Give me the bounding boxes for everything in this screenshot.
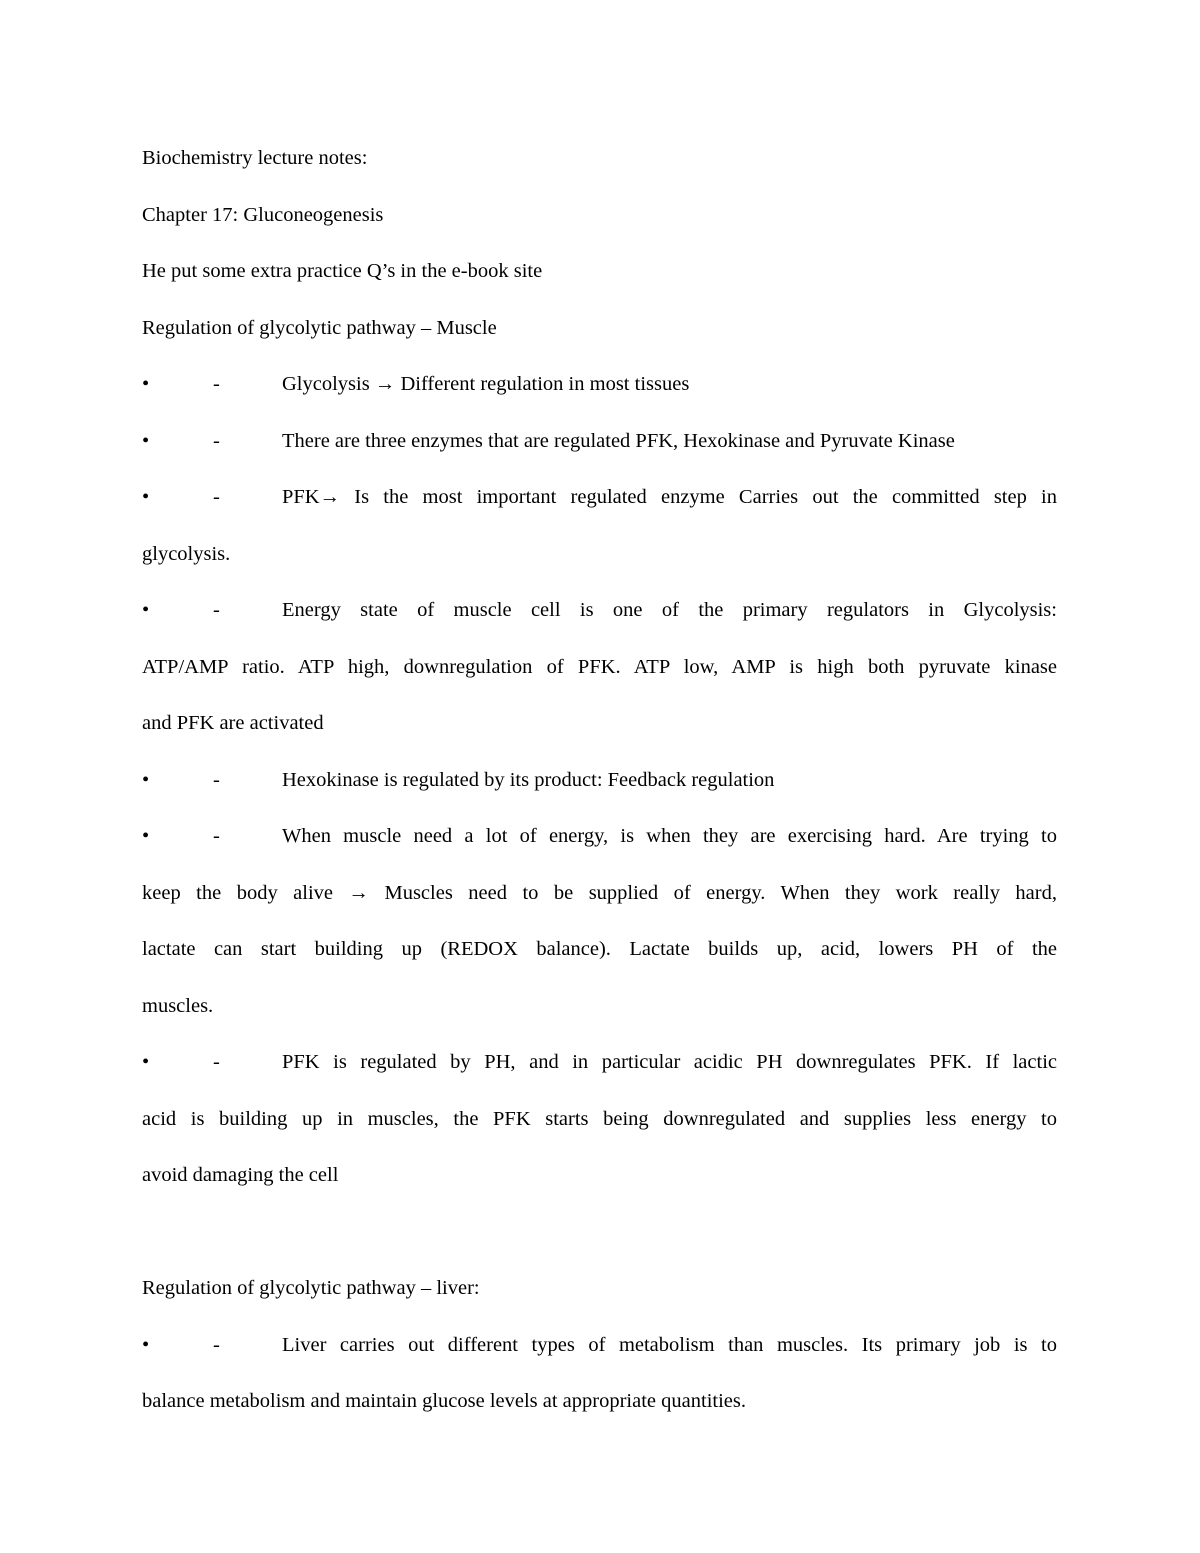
chapter-heading: Chapter 17: Gluconeogenesis — [142, 203, 384, 226]
list-item-text: Energy state of muscle cell is one of the primary regulators in Glycolysis: — [282, 599, 1057, 621]
list-item-continuation: glycolysis. — [142, 542, 231, 565]
list-item-first-line — [142, 582, 1057, 639]
list-item — [142, 752, 1057, 809]
dash-marker: - — [213, 486, 220, 508]
list-item — [142, 1317, 1057, 1430]
list-item-text: Glycolysis → Different regulation in most tissues — [282, 373, 690, 395]
list-item-first-line — [142, 1034, 1057, 1091]
bullet-icon: • — [142, 429, 150, 452]
bullet-icon: • — [142, 825, 150, 847]
list-item — [142, 356, 1057, 413]
list-item-text: There are three enzymes that are regulated PFK, Hexokinase and Pyruvate Kinase — [282, 429, 955, 452]
bullet-icon: • — [142, 1051, 150, 1073]
list-item-continuation: acid is building up in muscles, the PFK starts being downregulated and supplies less energy to — [142, 1107, 1057, 1130]
list-item-first-line — [142, 469, 1057, 526]
list-item-continuation: avoid damaging the cell — [142, 1164, 339, 1186]
list-item-text: When muscle need a lot of energy, is when they are exercising hard. Are trying to — [282, 825, 1057, 847]
bullet-icon: • — [142, 1333, 150, 1356]
list-item — [142, 582, 1057, 752]
list-item — [142, 1034, 1057, 1204]
list-item-first-line — [142, 356, 1057, 413]
list-item-continuation: ATP/AMP ratio. ATP high, downregulation of PFK. ATP low, AMP is high both pyruvate kinase — [142, 655, 1057, 678]
list-item-text: Liver carries out different types of metabolism than muscles. Its primary job is to — [282, 1333, 1057, 1356]
dash-marker: - — [213, 1051, 220, 1073]
list-item-continuation: keep the body alive → Muscles need to be supplied of energy. When they work really hard, — [142, 881, 1057, 904]
dash-marker: - — [213, 768, 220, 791]
list-item-first-line — [142, 752, 1057, 809]
dash-marker: - — [213, 825, 220, 847]
list-item-first-line — [142, 413, 1057, 470]
dash-marker: - — [213, 599, 220, 621]
practice-note: He put some extra practice Q’s in the e-book site — [142, 260, 543, 282]
section-heading-liver: Regulation of glycolytic pathway – liver: — [142, 1277, 480, 1299]
liver-regulation-list — [142, 1317, 1057, 1430]
list-item-text: PFK→ Is the most important regulated enzyme Carries out the committed step in — [282, 486, 1057, 508]
list-item-first-line — [142, 808, 1057, 865]
dash-marker: - — [213, 429, 220, 452]
bullet-icon: • — [142, 599, 150, 621]
list-item — [142, 469, 1057, 582]
dash-marker: - — [213, 373, 220, 395]
list-item-text: Hexokinase is regulated by its product: Feedback regulation — [282, 768, 775, 791]
section-spacer — [142, 1204, 1057, 1261]
muscle-regulation-list — [142, 356, 1057, 1204]
list-item — [142, 413, 1057, 470]
bullet-icon: • — [142, 486, 150, 508]
dash-marker: - — [213, 1333, 220, 1356]
list-item-continuation: lactate can start building up (REDOX balance). Lactate builds up, acid, lowers PH of the — [142, 938, 1057, 960]
list-item-continuation: muscles. — [142, 994, 214, 1017]
list-item — [142, 808, 1057, 1034]
document-title: Biochemistry lecture notes: — [142, 147, 368, 169]
list-item-text: PFK is regulated by PH, and in particular acidic PH downregulates PFK. If lactic — [282, 1051, 1057, 1073]
list-item-continuation: and PFK are activated — [142, 712, 324, 734]
bullet-icon: • — [142, 373, 150, 395]
section-heading-muscle: Regulation of glycolytic pathway – Muscle — [142, 316, 497, 339]
list-item-continuation: balance metabolism and maintain glucose levels at appropriate quantities. — [142, 1390, 746, 1412]
bullet-icon: • — [142, 768, 150, 791]
list-item-first-line — [142, 1317, 1057, 1374]
